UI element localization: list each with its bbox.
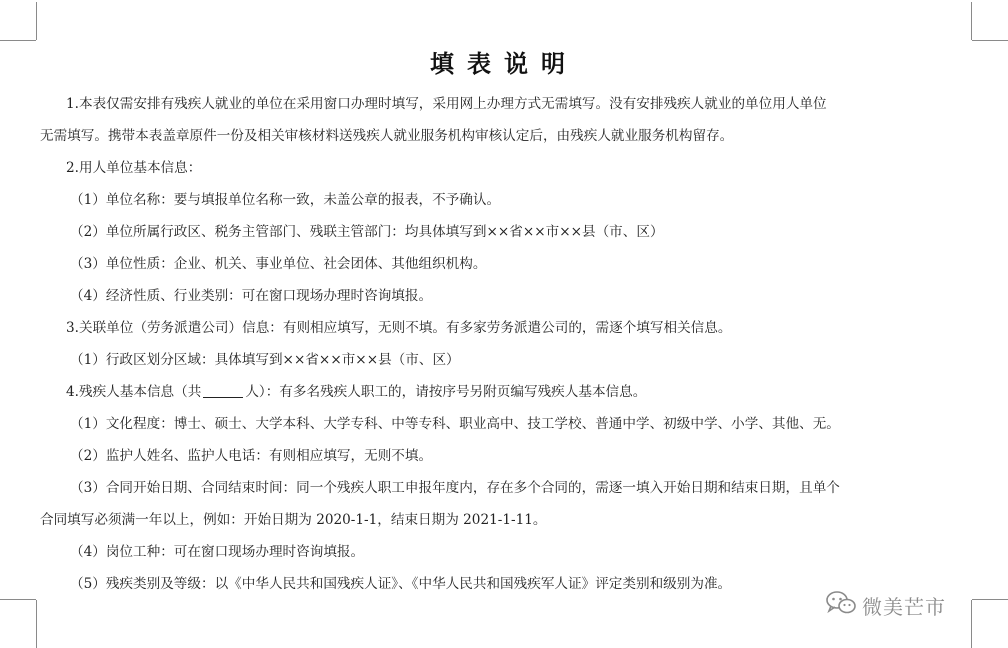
wechat-icon <box>826 590 856 620</box>
crop-mark-top-right-h <box>972 40 1008 41</box>
crop-mark-bottom-right <box>971 600 972 648</box>
section-4-heading-start: 4.残疾人基本信息（共 <box>66 384 202 400</box>
watermark <box>826 590 946 620</box>
section-4-heading-end: 人）：有多名残疾人职工的，请按序号另附页编写残疾人基本信息。 <box>245 384 647 400</box>
section-2-item-2: （2）单位所属行政区、税务主管部门、残联主管部门：均具体填写到××省××市××县（市、区） <box>70 224 664 240</box>
section-4-item-3-line-2: 合同填写必须满一年以上，例如：开始日期为 2020-1-1，结束日期为 2021-1-11。 <box>40 512 547 528</box>
crop-mark-bottom-right-h <box>972 599 1008 600</box>
section-2-item-1: （1）单位名称：要与填报单位名称一致，未盖公章的报表，不予确认。 <box>70 192 501 208</box>
crop-mark-bottom-left-h <box>0 599 36 600</box>
paragraph-1-line-1: 1.本表仅需安排有残疾人就业的单位在采用窗口办理时填写，采用网上办理方式无需填写。没有安排残疾人就业的单位用人单位 <box>66 96 827 112</box>
section-3-heading: 3.关联单位（劳务派遣公司）信息：有则相应填写，无则不填。有多家劳务派遣公司的，需逐个填写相关信息。 <box>66 320 732 336</box>
crop-mark-top-left <box>36 2 37 40</box>
paragraph-1-line-2: 无需填写。携带本表盖章原件一份及相关审核材料送残疾人就业服务机构审核认定后，由残疾人就业服务机构留存。 <box>40 128 734 144</box>
section-4-item-5: （5）残疾类别及等级：以《中华人民共和国残疾人证》、《中华人民共和国残疾军人证》评定类别和级别为准。 <box>70 576 732 592</box>
section-2-heading: 2.用人单位基本信息： <box>66 160 202 176</box>
section-4-item-3-line-1: （3）合同开始日期、合同结束时间：同一个残疾人职工申报年度内，存在多个合同的，需逐一填入开始日期和结束日期，且单个 <box>70 480 840 496</box>
section-2-item-3: （3）单位性质：企业、机关、事业单位、社会团体、其他组织机构。 <box>70 256 487 272</box>
count-blank-field[interactable] <box>203 383 243 398</box>
section-4-item-1: （1）文化程度：博士、硕士、大学本科、大学专科、中等专科、职业高中、技工学校、普通中学、初级中学、小学、其他、无。 <box>70 416 840 432</box>
crop-mark-top-left-h <box>0 40 36 41</box>
section-4-heading <box>66 382 976 402</box>
page-title: 填表说明 <box>430 49 578 78</box>
crop-mark-bottom-left <box>36 600 37 648</box>
watermark-text: 微美芒市 <box>862 594 946 619</box>
section-2-item-4: （4）经济性质、行业类别：可在窗口现场办理时咨询填报。 <box>70 288 433 304</box>
section-4-item-2: （2）监护人姓名、监护人电话：有则相应填写，无则不填。 <box>70 448 433 464</box>
crop-mark-top-right <box>971 2 972 40</box>
section-4-item-4: （4）岗位工种：可在窗口现场办理时咨询填报。 <box>70 544 365 560</box>
section-3-item-1: （1）行政区划分区域：具体填写到××省××市××县（市、区） <box>70 352 460 368</box>
